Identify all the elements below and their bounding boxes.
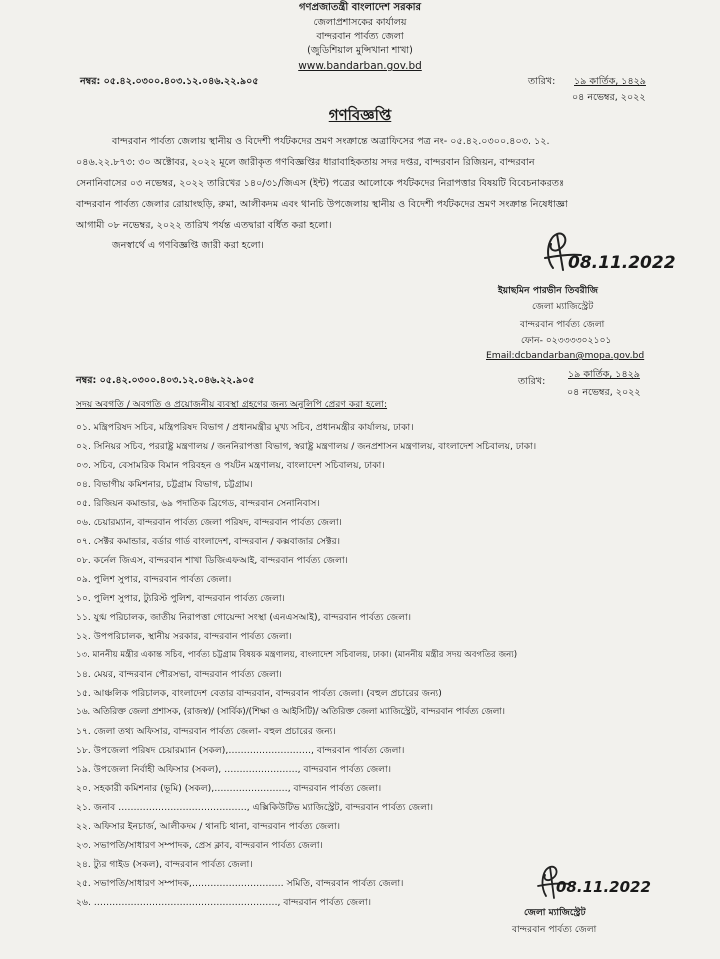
list-item: ১০. পুলিশ সুপার, ট্যুরিস্ট পুলিশ, বান্দরবান পার্বত্য জেলা। xyxy=(76,593,285,604)
list-item: ১৩. মাননীয় মন্ত্রীর একান্ত সচিব, পার্বত্য চট্টগ্রাম বিষয়ক মন্ত্রণালয়, বাংলাদেশ সচিবালয়, ঢাকা। (মাননীয় মন্ত্রীর সদয় অবগতির জন্য) xyxy=(76,650,518,660)
list-item: ১৯. উপজেলা নির্বাহী অফিসার (সকল), ……………………, বান্দরবান পার্বত্য জেলা। xyxy=(76,764,392,775)
list-item: ০৫. রিজিয়ন কমান্ডার, ৬৯ পদাতিক ব্রিগেড, বান্দরবান সেনানিবাস। xyxy=(76,498,320,509)
signatory-email-link[interactable]: Email:dcbandarban@mopa.gov.bd xyxy=(486,350,645,361)
body-closing: জনস্বার্থে এ গণবিজ্ঞপ্তি জারী করা হলো। xyxy=(112,240,264,251)
list-item: ২০. সহকারী কমিশনার (ভূমি) (সকল),……………………, বান্দরবান পার্বত্য জেলা। xyxy=(76,783,382,794)
header-website-link[interactable]: www.bandarban.gov.bd xyxy=(298,60,422,72)
list-item: ২১. জনাব ……………………………………, এক্সিকিউটিভ ম্যাজিস্ট্রেট, বান্দরবান পার্বত্য জেলা। xyxy=(76,802,434,813)
body-line-2: ০৪৬.২২.৮৭৩: ৩০ অক্টোবর, ২০২২ মূলে জারীকৃত গণবিজ্ঞপ্তির ধারাবাহিকতায় সদর দপ্তর, বান্দরবান রিজিয়ন, বান্দরবান xyxy=(76,157,535,168)
list-item: ২৪. ট্যুর গাইড (সকল), বান্দরবান পার্বত্য জেলা। xyxy=(76,859,253,870)
copy-date-label: তারিখ: xyxy=(518,376,546,387)
list-item: ১৮. উপজেলা পরিষদ চেয়ারম্যান (সকল),………………………, বান্দরবান পার্বত্য জেলা। xyxy=(76,745,405,756)
header-government: গণপ্রজাতন্ত্রী বাংলাদেশ সরকার xyxy=(299,2,421,13)
list-item: ০৮. কর্নেল জিএস, বান্দরবান শাখা ডিজিএফআই, বান্দরবান পার্বত্য জেলা। xyxy=(76,555,348,566)
body-line-5: আগামী ০৮ নভেম্বর, ২০২২ তারিখ পর্যন্ত এতদ্বারা বর্ধিত করা হলো। xyxy=(76,220,332,231)
list-item: ১৭. জেলা তথ্য অফিসার, বান্দরবান পার্বত্য জেলা- বহুল প্রচারের জন্য। xyxy=(76,726,336,737)
signatory-designation: জেলা ম্যাজিস্ট্রেট xyxy=(532,301,594,312)
signatory-designation: জেলা ম্যাজিস্ট্রেট xyxy=(524,907,586,918)
signature-handwritten-date: 08.11.2022 xyxy=(556,878,651,896)
list-item: ২৫. সভাপতি/সাধারণ সম্পাদক,………………………… সমিতি, বান্দরবান পার্বত্য জেলা। xyxy=(76,878,404,889)
memo-date-bangla: ১৯ কার্তিক, ১৪২৯ xyxy=(574,76,646,87)
list-item: ১১. যুগ্ম পরিচালক, জাতীয় নিরাপত্তা গোয়েন্দা সংস্থা (এনএসআই), বান্দরবান পার্বত্য জেলা। xyxy=(76,612,412,623)
list-item: ১২. উপপরিচালক, স্থানীয় সরকার, বান্দরবান পার্বত্য জেলা। xyxy=(76,631,292,642)
signature-handwritten-date: 08.11.2022 xyxy=(568,253,676,273)
list-item: ১৫. আঞ্চলিক পরিচালক, বাংলাদেশ বেতার বান্দরবান, বান্দরবান পার্বত্য জেলা। (বহুল প্রচারের জন্য) xyxy=(76,688,442,699)
body-line-1: বান্দরবান পার্বত্য জেলায় স্থানীয় ও বিদেশী পর্যটকদের ভ্রমণ সংক্রান্তে অত্রাফিসের পত্র নং- ০৫.৪২.০৩০০.৪০৩. ১২. xyxy=(112,136,550,147)
signatory-district: বান্দরবান পার্বত্য জেলা xyxy=(520,319,605,330)
copy-memo-number: নম্বর: ০৫.৪২.০৩০০.৪০৩.১২.০৪৬.২২.৯০৫ xyxy=(76,375,255,386)
signatory-name: ইয়াছমিন পারভীন তিবরীজি xyxy=(498,285,599,296)
list-item: ২৩. সভাপতি/সাধারণ সম্পাদক, প্রেস ক্লাব, বান্দরবান পার্বত্য জেলা। xyxy=(76,840,323,851)
list-item: ০৭. সেক্টর কমান্ডার, বর্ডার গার্ড বাংলাদেশ, বান্দরবান / কক্সবাজার সেক্টর। xyxy=(76,536,341,547)
list-item: ০৯. পুলিশ সুপার, বান্দরবান পার্বত্য জেলা। xyxy=(76,574,232,585)
memo-date-english: ০৪ নভেম্বর, ২০২২ xyxy=(572,92,646,103)
header-district: বান্দরবান পার্বত্য জেলা xyxy=(316,31,404,42)
list-item: ০২. সিনিয়র সচিব, পররাষ্ট্র মন্ত্রণালয় / জননিরাপত্তা বিভাগ, স্বরাষ্ট্র মন্ত্রণালয় / জনপ্রশাসন মন্ত্রণালয়, বাংলাদেশ সচিবালয়, ঢাকা। xyxy=(76,441,537,452)
signatory-district: বান্দরবান পার্বত্য জেলা xyxy=(512,924,597,935)
copy-subject: সদয় অবগতি / অবগতি ও প্রয়োজনীয় ব্যবস্থা গ্রহণের জন্য অনুলিপি প্রেরণ করা হলো: xyxy=(76,399,388,410)
body-line-4: বান্দরবান পার্বত্য জেলার রোয়াংছড়ি, রুমা, আলীকদম এবং থানচি উপজেলায় স্থানীয় ও বিদেশী পর্যটকদের ভ্রমণ সংক্রান্ত নিষেধাজ্ঞা xyxy=(76,199,568,210)
signatory-phone: ফোন- ০২৩৩৩৩০২১০১ xyxy=(521,335,612,346)
list-item: ০৩. সচিব, বেসামরিক বিমান পরিবহন ও পর্যটন মন্ত্রণালয়, বাংলাদেশ সচিবালয়, ঢাকা। xyxy=(76,460,385,471)
body-line-3: সেনানিবাসের ০৩ নভেম্বর, ২০২২ তারিখের ১৪০/৩১/জিএস (ইন্ট) পত্রের আলোকে পর্যটকদের নিরাপত্তার বিষয়টি বিবেচনাকরতঃ xyxy=(76,178,565,189)
list-item: ০৪. বিভাগীয় কমিশনার, চট্টগ্রাম বিভাগ, চট্টগ্রাম। xyxy=(76,479,253,490)
memo-date-label: তারিখ: xyxy=(528,76,556,87)
copy-date-english: ০৪ নভেম্বর, ২০২২ xyxy=(567,387,641,398)
list-item: ০১. মন্ত্রিপরিষদ সচিব, মন্ত্রিপরিষদ বিভাগ / প্রধানমন্ত্রীর মুখ্য সচিব, প্রধানমন্ত্রীর কার্যালয়, ঢাকা। xyxy=(76,422,414,433)
page-title: গণবিজ্ঞপ্তি xyxy=(328,106,392,124)
list-item: ০৬. চেয়ারম্যান, বান্দরবান পার্বত্য জেলা পরিষদ, বান্দরবান পার্বত্য জেলা। xyxy=(76,517,342,528)
header-branch: (জুডিশিয়াল মুন্সিখানা শাখা) xyxy=(307,45,413,56)
list-item: ২৬. ……………………………………………………, বান্দরবান পার্বত্য জেলা। xyxy=(76,897,371,908)
memo-number: নম্বর: ০৫.৪২.০৩০০.৪০৩.১২.০৪৬.২২.৯০৫ xyxy=(80,76,259,87)
list-item: ২২. অফিসার ইনচার্জ, আলীকদম / থানচি থানা, বান্দরবান পার্বত্য জেলা। xyxy=(76,821,341,832)
copy-date-bangla: ১৯ কার্তিক, ১৪২৯ xyxy=(568,369,640,380)
list-item: ১৬. অতিরিক্ত জেলা প্রশাসক, (রাজস্ব)/ (সার্বিক)/(শিক্ষা ও আইসিটি)/ অতিরিক্ত জেলা ম্যাজিস্ট্রেট, বান্দরবান পার্বত্য জেলা। xyxy=(76,707,505,717)
header-office: জেলাপ্রশাসকের কার্যালয় xyxy=(313,17,407,28)
list-item: ১৪. মেয়র, বান্দরবান পৌরসভা, বান্দরবান পার্বত্য জেলা। xyxy=(76,669,282,680)
